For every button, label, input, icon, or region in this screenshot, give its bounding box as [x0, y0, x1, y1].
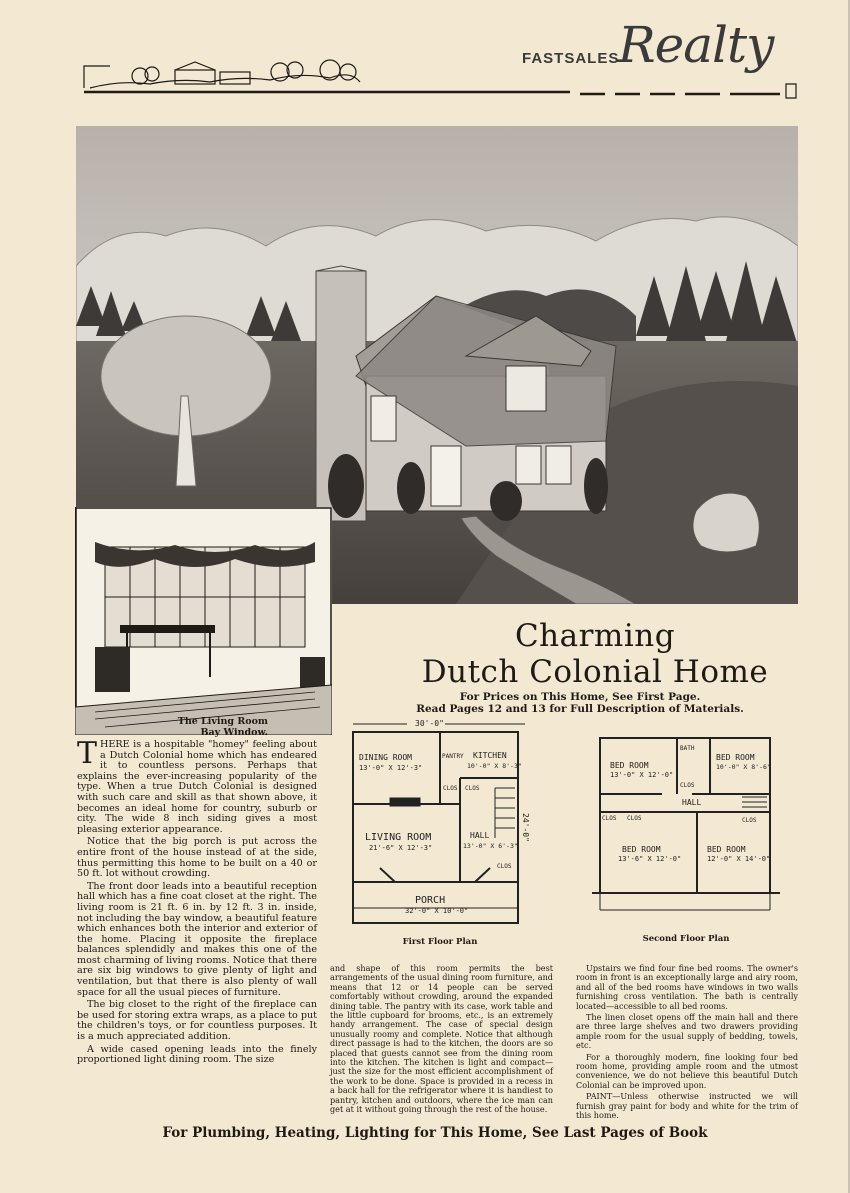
brand-name-small: FASTSALES [522, 50, 620, 67]
footer-note: For Plumbing, Heating, Lighting for This Home, See Last Pages of Book [162, 1125, 708, 1141]
plan1-dining-label: DINING ROOM [359, 753, 412, 762]
paragraph: Upstairs we find four fine bed rooms. The owner's room in front is an exceptionally large and airy room, and all of the bed rooms have windows in two walls furnishing cross ventilation. The bath is centrally located—accessible to all bed rooms. [576, 963, 798, 1011]
plan2-clos-d-label: CLOS [742, 817, 757, 824]
paragraph: and shape of this room permits the best arrangements of the usual dining room furniture, and means that 12 or 14 people can be served comfortably without crowding, around the expanded dining table. The pantry with its case, work table and the little cupboard for brooms, etc., is an extremely handy arrangement. The case of special design unusually roomy and complete. Notice that although direct passage is had to the kitchen, the doors are so placed that guests cannot see from the dining room into the kitchen. The kitchen is light and compact—just the size for the most efficient accomplishment of the work to be done. Space is provided in a recess in a back hall for the refrigerator where it is handiest to pantry, kitchen and outdoors, where the ice man can get at it without going through the rest of the house. [330, 963, 553, 1115]
plan2-clos-c-label: CLOS [627, 815, 642, 822]
brand-name-script: Realty [618, 16, 774, 74]
plan1-kitchen-size: 10'-0" X 8'-3" [467, 762, 522, 770]
page-subtitle [400, 691, 760, 715]
plan2-caption: Second Floor Plan [642, 934, 730, 944]
paragraph: Notice that the big porch is put across the entire front of the house instead of at the side, thus permitting this home to be built on a 40 or 50 ft. lot without crowding. [77, 836, 317, 880]
plan1-dimension: 30'-0" [415, 719, 444, 728]
plan1-hall-label: HALL [470, 831, 490, 840]
plan1-kitchen-label: KITCHEN [473, 751, 507, 760]
plan2-bed4-size: 12'-0" X 14'-0" [707, 855, 771, 863]
plan1-caption: First Floor Plan [402, 937, 478, 947]
paragraph: The big closet to the right of the fireplace can be used for storing extra wraps, as a place to put the children's toys, or for countless purposes. It is a much appreciated addition. [77, 999, 317, 1043]
photo-caption-line2: Bay Window. [200, 727, 268, 738]
plan2-bed2-label: BED ROOM [716, 753, 755, 762]
plan1-living-size: 21'-6" X 12'-3" [369, 844, 433, 852]
photo-caption-line1: The Living Room [177, 716, 268, 727]
plan1-porch-size: 32'-0" X 10'-0" [405, 907, 469, 915]
paragraph: A wide cased opening leads into the finely proportioned light dining room. The size [77, 1043, 317, 1066]
paragraph: PAINT—Unless otherwise instructed we will furnish gray paint for body and white for the trim of this home. [576, 1091, 798, 1121]
plan1-side-dimension: 24'-0" [521, 813, 530, 842]
plan2-bed3-size: 13'-6" X 12'-0" [618, 855, 682, 863]
plan2-hall-label: HALL [682, 798, 702, 807]
plan1-dining-size: 13'-0" X 12'-3" [359, 764, 423, 772]
plan2-bed2-size: 10'-0" X 8'-6" [716, 763, 771, 771]
plan2-bed1-size: 13'-0" X 12'-0" [610, 771, 674, 779]
subtitle-line1: For Prices on This Home, See First Page. [459, 691, 701, 703]
drop-cap: T [77, 736, 98, 771]
plan2-bed3-label: BED ROOM [622, 845, 661, 854]
paragraph [77, 736, 317, 835]
plan2-clos-a-label: CLOS [680, 782, 695, 789]
plan1-pantry-label: PANTRY [442, 753, 464, 760]
plan2-bed1-label: BED ROOM [610, 761, 649, 770]
living-room-photo [75, 507, 332, 735]
plan1-clos3-label: CLOS [497, 863, 512, 870]
paragraph: The linen closet opens off the main hall and there are three large shelves and two drawers providing ample room for the usual supply of bedding, towels, etc. [576, 1012, 798, 1051]
plan1-clos2-label: CLOS [465, 785, 480, 792]
plan2-bed4-label: BED ROOM [707, 845, 746, 854]
paragraph: For a thoroughly modern, fine looking four bed room home, providing ample room and the utmost convenience, we do not believe this beautiful Dutch Colonial can be improved upon. [576, 1051, 798, 1090]
paragraph: The front door leads into a beautiful reception hall which has a fine coat closet at the right. The living room is 21 ft. 6 in. by 12 ft. 3 in. inside, not including the bay window, a beautiful feature which enhances both the interior and exterior of the home. Placing it opposite the fireplace balances splendidly and makes this one of the most charming of living rooms. Notice that there are six big windows to give plenty of light and ventilation, but that there is also plenty of wall space for all the usual pieces of furniture. [77, 880, 317, 998]
photo-caption [118, 716, 268, 738]
title-line1: Charming [514, 618, 676, 654]
plan2-bath-label: BATH [680, 745, 695, 752]
plan1-porch-label: PORCH [415, 895, 446, 906]
plan1-clos1-label: CLOS [443, 785, 458, 792]
title-line2: Dutch Colonial Home [421, 654, 769, 690]
plan2-clos-b-label: CLOS [602, 815, 617, 822]
plan1-living-label: LIVING ROOM [365, 832, 432, 843]
second-floor-plan [592, 732, 780, 944]
body-column-3 [576, 964, 798, 1123]
plan1-hall-size: 13'-0" X 6'-3" [463, 842, 518, 850]
body-column-2 [330, 964, 553, 1117]
paragraph-text: HERE is a hospitable "homey" feeling about a Dutch Colonial home which has endeared it to countless persons. Perhaps that explains the ever-increasing popularity of the type. When a true Dutch Colonial is designed with such care and skill as that shown above, it becomes an ideal home for country, suburb or city. The wide 8 inch siding gives a most pleasing exterior appearance. [77, 739, 317, 835]
header [0, 0, 850, 110]
subtitle-line2: Read Pages 12 and 13 for Full Description of Materials. [416, 703, 744, 715]
first-floor-plan [345, 718, 535, 946]
body-column-1 [77, 736, 317, 1068]
page-title [340, 618, 850, 690]
